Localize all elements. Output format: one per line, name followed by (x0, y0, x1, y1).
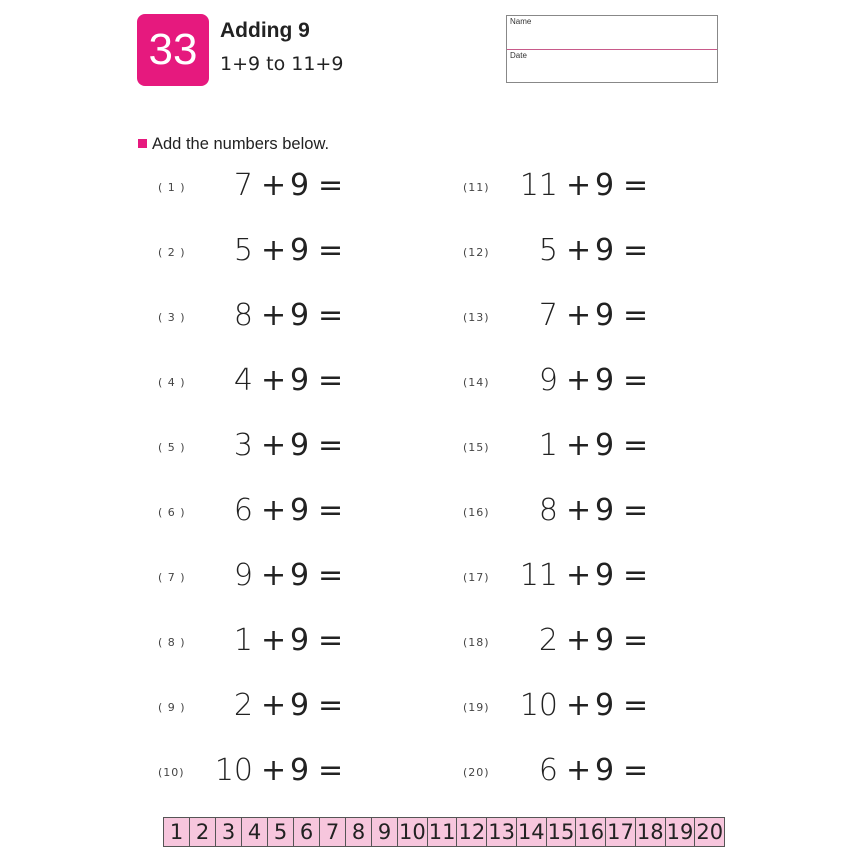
number-strip-cell: 19 (666, 820, 694, 844)
number-strip-cell: 20 (696, 820, 724, 844)
plus-sign: + (566, 428, 592, 463)
date-field[interactable] (507, 50, 717, 83)
first-addend: 9 (538, 363, 558, 398)
lesson-number-badge: 33 (137, 14, 209, 86)
problem-row (158, 558, 458, 598)
first-addend: 10 (214, 753, 253, 788)
problem-number: (20) (463, 766, 490, 779)
number-strip-cell: 16 (577, 820, 605, 844)
problem-row (463, 428, 763, 468)
equals-sign: = (623, 428, 649, 463)
plus-sign: + (261, 623, 287, 658)
problem-number: (12) (463, 246, 490, 259)
plus-sign: + (566, 688, 592, 723)
second-addend: 9 (290, 363, 310, 398)
problem-number: (15) (463, 441, 490, 454)
equals-sign: = (318, 298, 344, 333)
problem-row (158, 493, 458, 533)
plus-sign: + (261, 233, 287, 268)
problem-number: (17) (463, 571, 490, 584)
first-addend: 1 (233, 623, 253, 658)
problem-row (463, 623, 763, 663)
first-addend: 5 (538, 233, 558, 268)
equals-sign: = (318, 363, 344, 398)
equals-sign: = (623, 233, 649, 268)
number-strip-cell: 13 (488, 820, 515, 844)
plus-sign: + (261, 753, 287, 788)
problem-row (158, 623, 458, 663)
equals-sign: = (318, 233, 344, 268)
plus-sign: + (566, 363, 592, 398)
equals-sign: = (318, 688, 344, 723)
problem-number: (10) (158, 766, 185, 779)
problem-row (463, 168, 763, 208)
problem-row (463, 753, 763, 793)
problem-row (463, 688, 763, 728)
second-addend: 9 (290, 558, 310, 593)
problem-row (463, 493, 763, 533)
first-addend: 3 (233, 428, 253, 463)
second-addend: 9 (290, 688, 310, 723)
plus-sign: + (261, 168, 287, 203)
first-addend: 5 (233, 233, 253, 268)
second-addend: 9 (290, 428, 310, 463)
equals-sign: = (623, 558, 649, 593)
number-strip-cell: 2 (190, 818, 216, 846)
number-strip-cell: 18 (636, 820, 664, 844)
equals-sign: = (623, 753, 649, 788)
plus-sign: + (261, 428, 287, 463)
problem-row (158, 428, 458, 468)
plus-sign: + (566, 493, 592, 528)
equals-sign: = (623, 363, 649, 398)
second-addend: 9 (595, 688, 615, 723)
first-addend: 6 (233, 493, 253, 528)
first-addend: 4 (233, 363, 253, 398)
plus-sign: + (566, 623, 592, 658)
equals-sign: = (318, 428, 344, 463)
equals-sign: = (318, 493, 344, 528)
equals-sign: = (318, 558, 344, 593)
first-addend: 10 (519, 688, 558, 723)
number-strip-cell: 6 (294, 818, 320, 846)
plus-sign: + (566, 753, 592, 788)
problem-number: ( 3 ) (158, 311, 186, 324)
date-label: Date (510, 51, 527, 60)
number-strip-cell: 8 (346, 818, 372, 846)
problem-number: (18) (463, 636, 490, 649)
problem-number: ( 9 ) (158, 701, 186, 714)
equals-sign: = (623, 168, 649, 203)
number-strip-cell: 7 (320, 818, 346, 846)
number-strip (163, 817, 725, 847)
plus-sign: + (261, 493, 287, 528)
problem-row (463, 363, 763, 403)
equals-sign: = (318, 753, 344, 788)
page-subtitle: 1+9 to 11+9 (220, 53, 344, 75)
number-strip-cell: 11 (428, 820, 456, 844)
second-addend: 9 (595, 623, 615, 658)
problem-number: ( 8 ) (158, 636, 186, 649)
first-addend: 7 (233, 168, 253, 203)
second-addend: 9 (595, 753, 615, 788)
problem-number: (19) (463, 701, 490, 714)
number-strip-cell: 14 (517, 820, 545, 844)
second-addend: 9 (290, 233, 310, 268)
plus-sign: + (261, 363, 287, 398)
plus-sign: + (566, 168, 592, 203)
plus-sign: + (261, 688, 287, 723)
first-addend: 11 (519, 168, 558, 203)
second-addend: 9 (290, 168, 310, 203)
equals-sign: = (623, 493, 649, 528)
second-addend: 9 (595, 428, 615, 463)
instruction-text: Add the numbers below. (152, 135, 330, 153)
first-addend: 8 (538, 493, 558, 528)
first-addend: 11 (519, 558, 558, 593)
problem-row (463, 233, 763, 273)
problem-row (463, 558, 763, 598)
second-addend: 9 (290, 623, 310, 658)
name-label: Name (510, 17, 532, 26)
first-addend: 8 (233, 298, 253, 333)
number-strip-cell: 10 (399, 820, 426, 844)
page-title: Adding 9 (220, 19, 310, 42)
first-addend: 1 (538, 428, 558, 463)
second-addend: 9 (595, 233, 615, 268)
first-addend: 2 (538, 623, 558, 658)
problem-number: ( 2 ) (158, 246, 186, 259)
instruction (138, 135, 329, 154)
problem-row (158, 298, 458, 338)
problem-number: ( 1 ) (158, 181, 186, 194)
problem-number: (14) (463, 376, 490, 389)
number-strip-cell: 1 (164, 818, 190, 846)
number-strip-cell: 3 (216, 818, 242, 846)
number-strip-cell: 17 (607, 820, 634, 844)
number-strip-cell: 15 (547, 820, 575, 844)
problem-number: ( 5 ) (158, 441, 186, 454)
equals-sign: = (623, 623, 649, 658)
problem-number: ( 4 ) (158, 376, 186, 389)
problem-row (158, 363, 458, 403)
problem-number: (13) (463, 311, 490, 324)
second-addend: 9 (290, 298, 310, 333)
second-addend: 9 (595, 493, 615, 528)
number-strip-cell: 12 (458, 820, 486, 844)
plus-sign: + (566, 298, 592, 333)
problem-number: (16) (463, 506, 490, 519)
second-addend: 9 (290, 753, 310, 788)
number-strip-cell: 9 (372, 818, 398, 846)
problem-row (158, 233, 458, 273)
problem-row (158, 688, 458, 728)
name-date-box (506, 15, 718, 83)
problem-row (158, 753, 458, 793)
bullet-square-icon (138, 139, 147, 148)
first-addend: 6 (538, 753, 558, 788)
second-addend: 9 (595, 168, 615, 203)
second-addend: 9 (595, 298, 615, 333)
name-field[interactable] (507, 16, 717, 50)
problem-number: ( 6 ) (158, 506, 186, 519)
second-addend: 9 (290, 493, 310, 528)
equals-sign: = (318, 623, 344, 658)
equals-sign: = (623, 688, 649, 723)
plus-sign: + (566, 233, 592, 268)
equals-sign: = (318, 168, 344, 203)
equals-sign: = (623, 298, 649, 333)
problem-row (463, 298, 763, 338)
second-addend: 9 (595, 558, 615, 593)
problem-row (158, 168, 458, 208)
problem-number: (11) (463, 181, 490, 194)
number-strip-cell: 4 (242, 818, 268, 846)
number-strip-cell: 5 (268, 818, 294, 846)
first-addend: 2 (233, 688, 253, 723)
second-addend: 9 (595, 363, 615, 398)
plus-sign: + (261, 298, 287, 333)
plus-sign: + (261, 558, 287, 593)
plus-sign: + (566, 558, 592, 593)
problem-number: ( 7 ) (158, 571, 186, 584)
first-addend: 9 (233, 558, 253, 593)
first-addend: 7 (538, 298, 558, 333)
